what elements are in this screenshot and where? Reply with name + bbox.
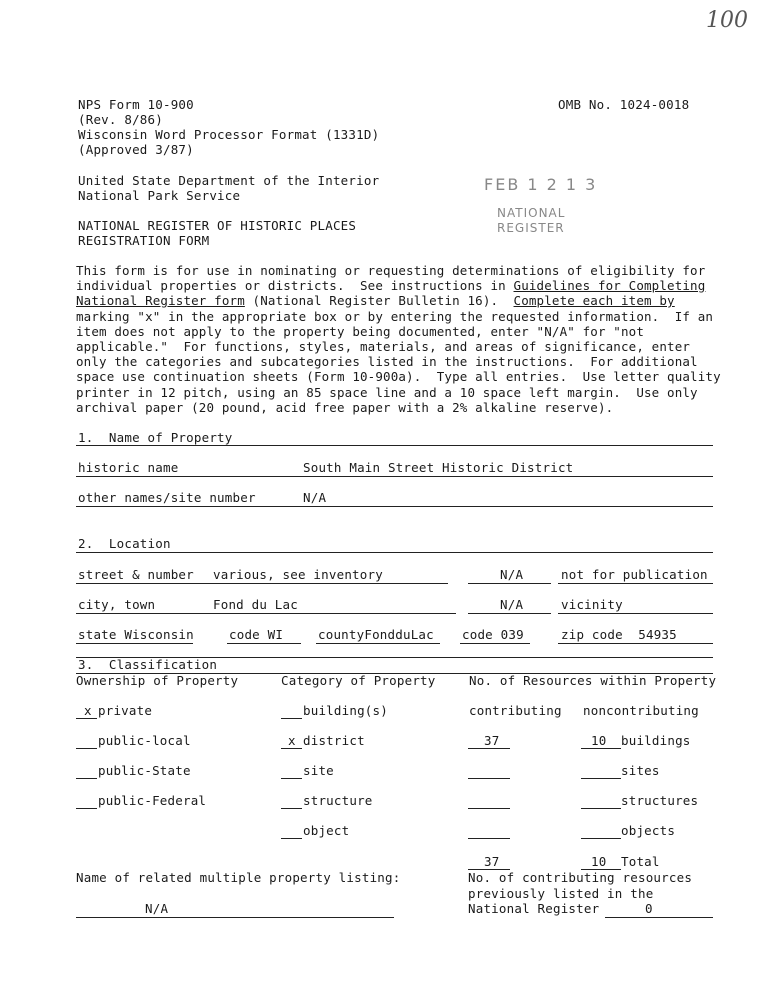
checkbox-site[interactable] [281, 778, 302, 779]
city-na[interactable]: N/A [500, 597, 524, 612]
field-underline [558, 643, 713, 644]
noncontributing-structures[interactable] [581, 808, 621, 809]
not-for-publication-label: not for publication [561, 567, 708, 582]
noncontributing-header: noncontributing [583, 703, 699, 718]
total-noncontributing[interactable]: 10 [591, 854, 607, 869]
checkbox-buildings[interactable] [281, 718, 302, 719]
section2-heading: 2. Location [78, 536, 171, 551]
ownership-header: Ownership of Property [76, 673, 239, 688]
section-divider [76, 552, 713, 553]
other-names-label: other names/site number [78, 490, 256, 505]
field-underline [468, 613, 551, 614]
instructions-paragraph: This form is for use in nominating or requesting determinations of eligibility for individual properties or districts. See instructions in Guidelines for Completing National Register form (National Register Bulletin 16). Complete each item by marking "x" in the appropriate box or by entering the requested information. If an item does not apply to the property being documented, enter "N/A" for "not applicable." For functions, styles, materials, and areas of significance, enter only the categories and subcategories listed in the instructions. For additional space use continuation sheets (Form 10-900a). Type all entries. Use letter quality printer in 12 pitch, using an 85 space line and a 10 space left margin. Use only archival paper (20 pound, acid free paper with a 2% alkaline reserve). [76, 263, 721, 415]
form-title-line2: REGISTRATION FORM [78, 233, 210, 248]
field-underline [76, 613, 456, 614]
field-underline [227, 643, 301, 644]
section-divider [76, 445, 713, 446]
form-approved: (Approved 3/87) [78, 142, 194, 157]
received-stamp-date: FEB 1 2 1 3 [484, 175, 598, 194]
contributing-structures[interactable] [468, 808, 510, 809]
field-underline [76, 643, 193, 644]
vicinity-label: vicinity [561, 597, 623, 612]
county-field[interactable]: countyFondduLac [318, 627, 434, 642]
city-label: city, town [78, 597, 156, 612]
checkbox-public-local[interactable] [76, 748, 97, 749]
noncontributing-buildings[interactable]: 10 [591, 733, 607, 748]
handwritten-page-mark: 100 [706, 8, 748, 33]
checkbox-public-federal[interactable] [76, 808, 97, 809]
field-underline [76, 476, 713, 477]
field-underline [468, 583, 551, 584]
received-stamp-line2: REGISTER [497, 221, 565, 235]
resource-buildings-label: buildings [621, 733, 691, 748]
historic-name-label: historic name [78, 460, 179, 475]
contributing-header: contributing [469, 703, 562, 718]
resources-header: No. of Resources within Property [469, 673, 717, 688]
service-name: National Park Service [78, 188, 241, 203]
checkbox-line [281, 748, 302, 749]
contributing-objects[interactable] [468, 838, 510, 839]
category-buildings-label: building(s) [303, 703, 388, 718]
city-value[interactable]: Fond du Lac [213, 597, 298, 612]
field-underline [558, 583, 713, 584]
previously-listed-line2: previously listed in the [468, 886, 654, 901]
ownership-public-state-label: public-State [98, 763, 191, 778]
total-contributing[interactable]: 37 [484, 854, 500, 869]
field-underline [316, 643, 440, 644]
resource-sites-label: sites [621, 763, 660, 778]
other-names-value[interactable]: N/A [303, 490, 327, 505]
street-na[interactable]: N/A [500, 567, 524, 582]
contributing-sites[interactable] [468, 778, 510, 779]
noncontributing-sites[interactable] [581, 778, 621, 779]
resource-structures-label: structures [621, 793, 699, 808]
section3-heading: 3. Classification [78, 657, 218, 672]
category-object-label: object [303, 823, 350, 838]
section1-heading: 1. Name of Property [78, 430, 233, 445]
checkbox-object[interactable] [281, 838, 302, 839]
previously-listed-value[interactable]: 0 [645, 901, 653, 916]
zip-code-field[interactable]: zip code 54935 [561, 627, 677, 642]
field-underline [460, 643, 530, 644]
ownership-public-federal-label: public-Federal [98, 793, 207, 808]
category-structure-label: structure [303, 793, 373, 808]
received-stamp-line1: NATIONAL [497, 206, 566, 220]
form-number: NPS Form 10-900 [78, 97, 194, 112]
checkbox-mark-district[interactable]: x [288, 733, 296, 748]
category-district-label: district [303, 733, 365, 748]
street-label: street & number [78, 567, 194, 582]
county-code-field[interactable]: code 039 [462, 627, 524, 642]
total-label: Total [621, 854, 660, 869]
department-name: United State Department of the Interior [78, 173, 380, 188]
ownership-public-local-label: public-local [98, 733, 191, 748]
street-value[interactable]: various, see inventory [213, 567, 383, 582]
related-listing-value[interactable]: N/A [145, 901, 169, 916]
state-field[interactable]: state Wisconsin [78, 627, 194, 642]
form-format: Wisconsin Word Processor Format (1331D) [78, 127, 380, 142]
field-underline [558, 613, 713, 614]
category-header: Category of Property [281, 673, 436, 688]
noncontributing-objects[interactable] [581, 838, 621, 839]
field-underline [76, 583, 448, 584]
form-title-line1: NATIONAL REGISTER OF HISTORIC PLACES [78, 218, 357, 233]
checkbox-mark-private[interactable]: x [84, 703, 92, 718]
resource-objects-label: objects [621, 823, 676, 838]
previously-listed-line1: No. of contributing resources [468, 870, 693, 885]
state-code-field[interactable]: code WI [229, 627, 284, 642]
field-underline [605, 917, 713, 918]
field-underline [76, 917, 394, 918]
related-listing-label: Name of related multiple property listing: [76, 870, 401, 885]
omb-number: OMB No. 1024-0018 [558, 97, 690, 112]
checkbox-line [76, 718, 97, 719]
previously-listed-line3: National Register [468, 901, 600, 916]
checkbox-structure[interactable] [281, 808, 302, 809]
historic-name-value[interactable]: South Main Street Historic District [303, 460, 574, 475]
category-site-label: site [303, 763, 334, 778]
field-underline [468, 748, 510, 749]
field-underline [76, 506, 713, 507]
contributing-buildings[interactable]: 37 [484, 733, 500, 748]
form-revision: (Rev. 8/86) [78, 112, 163, 127]
field-underline [581, 748, 621, 749]
ownership-private-label: private [98, 703, 153, 718]
checkbox-public-state[interactable] [76, 778, 97, 779]
